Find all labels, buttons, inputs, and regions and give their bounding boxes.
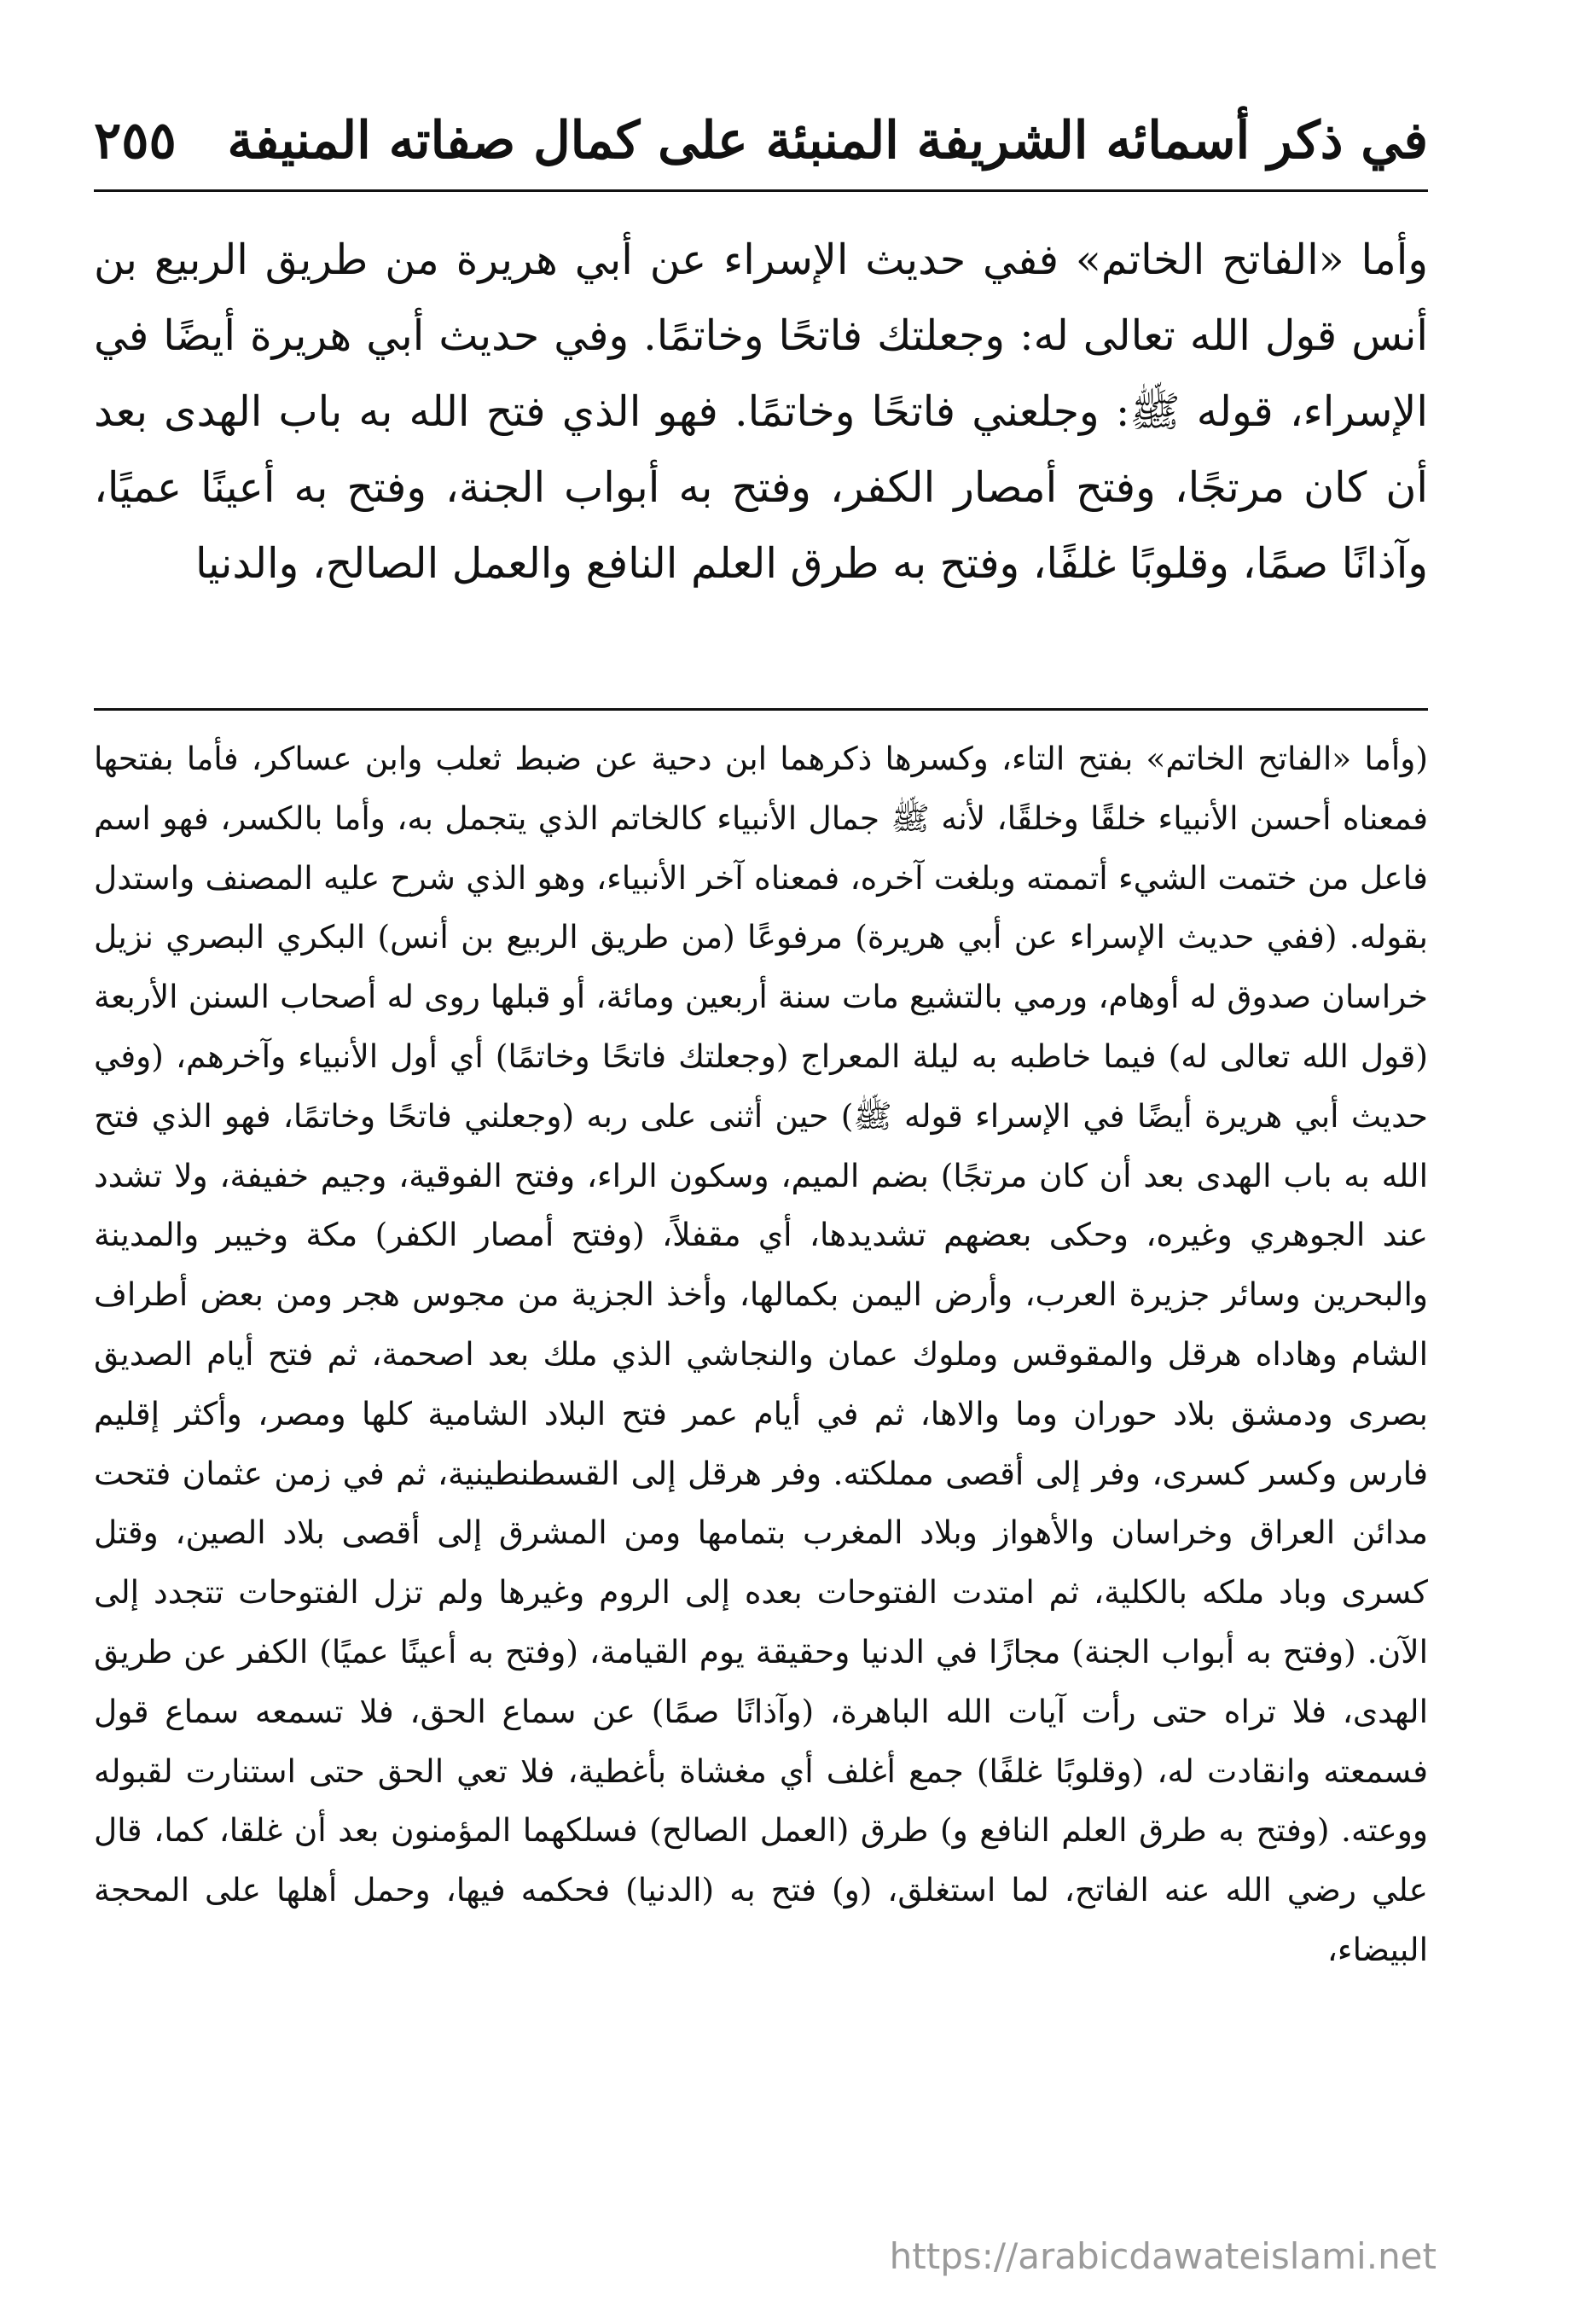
commentary-footnote (94, 729, 1428, 1980)
main-paragraph: وأما «الفاتح الخاتم» ففي حديث الإسراء عن أبي هريرة من طريق الربيع بن أنس قول الله تعالى له: وجعلتك فاتحًا وخاتمًا. وفي حديث أبي هريرة أيضًا في الإسراء، قوله ﷺ: وجلعني فاتحًا وخاتمًا. فهو الذي فتح الله به باب الهدى بعد أن كان مرتجًا، وفتح أمصار الكفر، وفتح به أبواب الجنة، وفتح به أعينًا عميًا، وآذانًا صمًا، وقلوبًا غلفًا، وفتح به طرق العلم النافع والعمل الصالح، والدنيا (94, 235, 1428, 588)
footnote-separator (94, 708, 1428, 711)
page-header (94, 94, 1428, 188)
main-text (94, 222, 1428, 601)
watermark-url: https://arabicdawateislami.net (889, 2235, 1437, 2277)
footnote-paragraph: (وأما «الفاتح الخاتم» بفتح التاء، وكسرها ذكرهما ابن دحية عن ضبط ثعلب وابن عساكر، فأما بفتحها فمعناه أحسن الأنبياء خلقًا وخلقًا، لأنه ﷺ جمال الأنبياء كالخاتم الذي يتجمل به، وأما بالكسر، فهو اسم فاعل من ختمت الشيء أتممته وبلغت آخره، فمعناه آخر الأنبياء، وهو الذي شرح عليه المصنف واستدل بقوله. (ففي حديث الإسراء عن أبي هريرة) مرفوعًا (من طريق الربيع بن أنس) البكري البصري نزيل خراسان صدوق له أوهام، ورمي بالتشيع مات سنة أربعين ومائة، أو قبلها روى له أصحاب السنن الأربعة (قول الله تعالى له) فيما خاطبه به ليلة المعراج (وجعلتك فاتحًا وخاتمًا) أي أول الأنبياء وآخرهم، (وفي حديث أبي هريرة أيضًا في الإسراء قوله ﷺ) حين أثنى على ربه (وجعلني فاتحًا وخاتمًا، فهو الذي فتح الله به باب الهدى بعد أن كان مرتجًا) بضم الميم، وسكون الراء، وفتح الفوقية، وجيم خفيفة، ولا تشدد عند الجوهري وغيره، وحكى بعضهم تشديدها، أي مقفلاً، (وفتح أمصار الكفر) مكة وخيبر والمدينة والبحرين وسائر جزيرة العرب، وأرض اليمن بكمالها، وأخذ الجزية من مجوس هجر ومن بعض أطراف الشام وهاداه هرقل والمقوقس وملوك عمان والنجاشي الذي ملك بعد اصحمة، ثم فتح أيام الصديق بصرى ودمشق بلاد حوران وما والاها، ثم في أيام عمر فتح البلاد الشامية كلها ومصر، وأكثر إقليم فارس وكسر كسرى، وفر إلى أقصى مملكته. وفر هرقل إلى القسطنطينية، ثم في زمن عثمان فتحت مدائن العراق وخراسان والأهواز وبلاد المغرب بتمامها ومن المشرق إلى أقصى بلاد الصين، وقتل كسرى وباد ملكه بالكلية، ثم امتدت الفتوحات بعده إلى الروم وغيرها ولم تزل الفتوحات تتجدد إلى الآن. (وفتح به أبواب الجنة) مجازًا في الدنيا وحقيقة يوم القيامة، (وفتح به أعينًا عميًا) الكفر عن طريق الهدى، فلا تراه حتى رأت آيات الله الباهرة، (وآذانًا صمًا) عن سماع الحق، فلا تسمعه سماع قول فسمعته وانقادت له، (وقلوبًا غلفًا) جمع أغلف أي مغشاة بأغطية، فلا تعي الحق حتى استنارت لقبوله ووعته. (وفتح به طرق العلم النافع و) طرق (العمل الصالح) فسلكهما المؤمنون بعد أن غلقا، كما، قال علي رضي الله عنه الفاتح، لما استغلق، (و) فتح به (الدنيا) فحكمه فيها، وحمل أهلها على المحجة البيضاء، (94, 740, 1428, 1968)
page-number: ٢٥٥ (94, 111, 177, 171)
running-title: في ذكر أسمائه الشريفة المنبئة على كمال صفاته المنيفة (227, 111, 1428, 171)
header-rule (94, 189, 1428, 192)
